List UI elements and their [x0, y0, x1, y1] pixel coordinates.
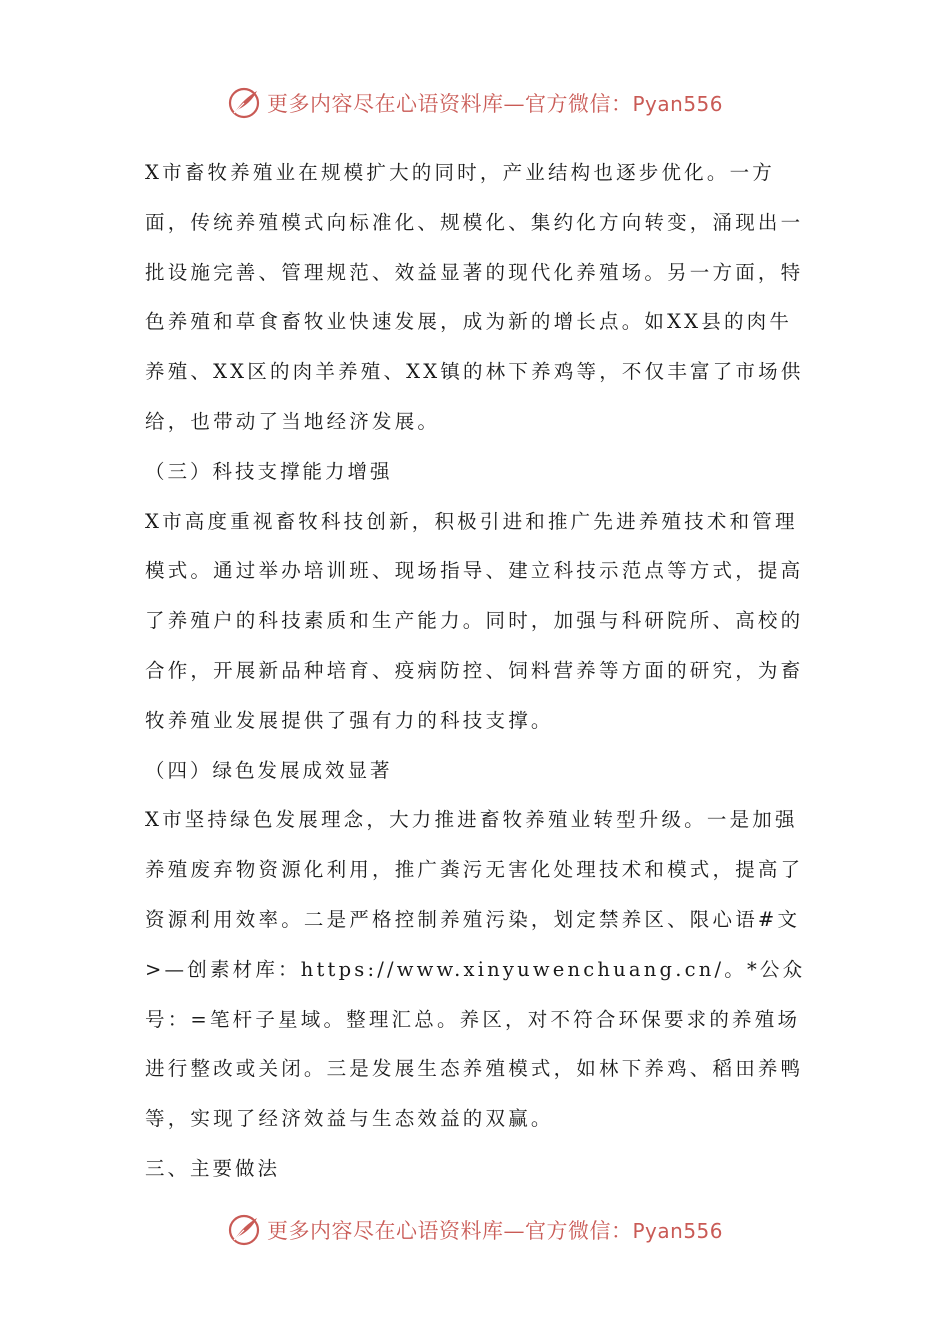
quill-logo-icon [227, 1213, 261, 1247]
paragraph-green-development: X市坚持绿色发展理念，大力推进畜牧养殖业转型升级。一是加强养殖废弃物资源化利用，推广粪污无害化处理技术和模式，提高了资源利用效率。二是严格控制养殖污染，划定禁养区、限心语#文>—创素材库：https://www.xinyuwenchuang.cn/。*公众号：=笔杆子星域。整理汇总。养区，对不符合环保要求的养殖场进行整改或关闭。三是发展生态养殖模式，如林下养鸡、稻田养鸭等，实现了经济效益与生态效益的双赢。 [145, 808, 806, 1131]
watermark-text: 更多内容尽在心语资料库—官方微信：Pyan556 [266, 92, 723, 116]
paragraph-tech-support: X市高度重视畜牧科技创新，积极引进和推广先进养殖技术和管理模式。通过举办培训班、现场指导、建立科技示范点等方式，提高了养殖户的科技素质和生产能力。同时，加强与科研院所、高校的合作，开展新品种培育、疫病防控、饲料营养等方面的研究，为畜牧养殖业发展提供了强有力的科技支撑。 [145, 509, 804, 732]
paragraph-structure-optimization: X市畜牧养殖业在规模扩大的同时，产业结构也逐步优化。一方面，传统养殖模式向标准化、规模化、集约化方向转变，涌现出一批设施完善、管理规范、效益显著的现代化养殖场。另一方面，特色养殖和草食畜牧业快速发展，成为新的增长点。如XX县的肉牛养殖、XX区的肉羊养殖、XX镇的林下养鸡等，不仅丰富了市场供给，也带动了当地经济发展。 [145, 161, 804, 433]
section-heading-tech-support: （三）科技支撑能力增强 [145, 459, 393, 483]
document-body [145, 148, 810, 1194]
header-watermark [0, 83, 950, 123]
section-heading-green-development: （四）绿色发展成效显著 [145, 758, 393, 782]
footer-watermark [0, 1210, 950, 1250]
section-heading-main-practices: 三、主要做法 [145, 1156, 281, 1180]
quill-logo-icon [227, 86, 261, 120]
watermark-text: 更多内容尽在心语资料库—官方微信：Pyan556 [266, 1219, 723, 1243]
